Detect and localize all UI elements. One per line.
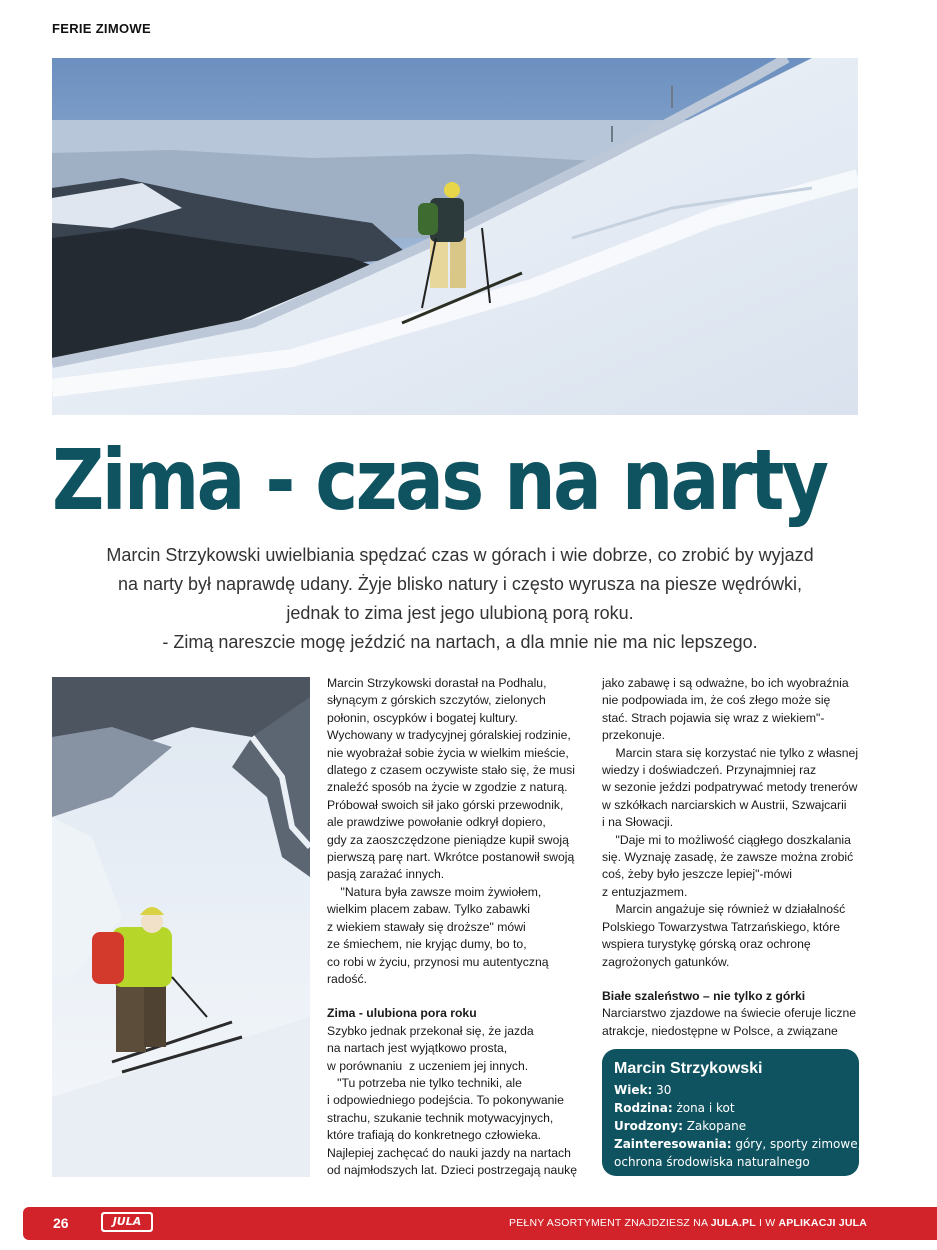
profile-info-box bbox=[602, 1049, 862, 1176]
paragraph-line: i na Słowacji. bbox=[602, 815, 674, 830]
profile-interests bbox=[614, 1135, 862, 1153]
paragraph-line: dlatego z czasem oczywiste stało się, że musi bbox=[327, 763, 575, 778]
paragraph-line: ze śmiechem, nie kryjąc dumy, bo to, bbox=[327, 937, 527, 952]
paragraph-line: w szkółkach narciarskich w Austrii, Szwajcarii bbox=[602, 797, 847, 812]
paragraph-line: wiedzy i doświadczeń. Przynajmniej raz bbox=[602, 763, 817, 778]
paragraph-line: zagrożonych gatunków. bbox=[602, 954, 730, 969]
lead-line: jednak to zima jest jego ulubioną porą roku. bbox=[286, 603, 634, 623]
jula-logo bbox=[101, 1212, 153, 1232]
paragraph-line: nie wyobrażał sobie życia w wielkim mieście, bbox=[327, 745, 569, 760]
paragraph-line: ale prawdziwe powołanie odkrył dopiero, bbox=[327, 815, 546, 830]
profile-age-label: Wiek: bbox=[614, 1083, 653, 1097]
paragraph-line: jako zabawę i są odważne, bo ich wyobraźnia bbox=[602, 676, 849, 690]
profile-age bbox=[614, 1081, 847, 1099]
profile-born-label: Urodzony: bbox=[614, 1119, 683, 1133]
profile-name: Marcin Strzykowski bbox=[614, 1060, 763, 1077]
profile-born bbox=[614, 1117, 847, 1135]
paragraph-line: gdy za zaoszczędzone pieniądze kupił swoją bbox=[327, 832, 569, 847]
paragraph-line: Polskiego Towarzystwa Tatrzańskiego, które bbox=[602, 919, 840, 934]
paragraph-line: w porównaniu z uczeniem jej innych. bbox=[327, 1058, 529, 1073]
page-footer bbox=[23, 1207, 937, 1240]
profile-family-label: Rodzina: bbox=[614, 1101, 673, 1115]
paragraph-line: z wiekiem stawały się droższe" mówi bbox=[327, 919, 526, 934]
paragraph-line: przekonuje. bbox=[602, 728, 666, 743]
paragraph-line: Wychowany w tradycyjnej góralskiej rodzinie, bbox=[327, 728, 571, 743]
paragraph-line: znaleźć sposób na życie w zgodzie z naturą. bbox=[327, 780, 568, 795]
lead-line: - Zimą nareszcie mogę jeździć na nartach, a dla mnie nie ma nic lepszego. bbox=[162, 632, 758, 652]
paragraph-line: "Daje mi to możliwość ciągłego doszkalania bbox=[602, 832, 851, 847]
tagline-mid: I W bbox=[755, 1217, 779, 1229]
article-headline: Zima - czas na narty bbox=[52, 431, 827, 529]
paragraph-line: pierwszą parę nart. Wkrótce postanowił swoją bbox=[327, 850, 575, 865]
paragraph-line: na nartach jest wyjątkowo prosta, bbox=[327, 1041, 508, 1056]
paragraph-line: połonin, oscypków i bogatej kultury. bbox=[327, 710, 518, 725]
paragraph-line: Próbował swoich sił jako górski przewodnik, bbox=[327, 797, 564, 812]
paragraph-line: słynącym z górskich szczytów, zielonych bbox=[327, 693, 546, 708]
paragraph-line: pasją zarażać innych. bbox=[327, 867, 445, 882]
paragraph-line: Marcin angażuje się również w działalność bbox=[602, 902, 846, 917]
paragraph-line: "Natura była zawsze moim żywiołem, bbox=[327, 884, 542, 899]
paragraph-line: Marcin stara się korzystać nie tylko z własnej bbox=[602, 745, 859, 760]
footer-tagline bbox=[509, 1217, 867, 1229]
subheading: Zima - ulubiona pora roku bbox=[327, 1006, 477, 1021]
paragraph-line: z entuzjazmem. bbox=[602, 884, 688, 899]
paragraph-line: nie podpowiada im, że coś złego może się bbox=[602, 693, 831, 708]
paragraph-line: w sezonie jeździ podpatrywać metody trenerów bbox=[602, 780, 858, 795]
paragraph-line: stać. Strach pojawia się wraz z wiekiem"- bbox=[602, 710, 825, 725]
tagline-site: JULA.PL bbox=[710, 1217, 756, 1229]
paragraph-line: i odpowiedniego podejścia. To pokonywanie bbox=[327, 1093, 564, 1108]
paragraph-line: od najmłodszych lat. Dzieci postrzegają naukę bbox=[327, 1162, 577, 1177]
paragraph-line: które trafiają do konkretnego człowieka. bbox=[327, 1128, 542, 1143]
article-column-1 bbox=[327, 675, 582, 1179]
paragraph-line: Marcin Strzykowski dorastał na Podhalu, bbox=[327, 676, 547, 690]
lead-line: na narty był naprawdę udany. Żyje blisko natury i często wyrusza na piesze wędrówki, bbox=[118, 574, 802, 594]
profile-interests-value: góry, sporty zimowe, bbox=[731, 1137, 862, 1151]
paragraph-line: Szybko jednak przekonał się, że jazda bbox=[327, 1023, 534, 1038]
paragraph-line: wielkim placem zabaw. Tylko zabawki bbox=[327, 902, 530, 917]
profile-age-value: 30 bbox=[652, 1083, 672, 1097]
tagline-prefix: PEŁNY ASORTYMENT ZNAJDZIESZ NA bbox=[509, 1217, 711, 1229]
hero-photo-ski-touring bbox=[52, 58, 858, 415]
paragraph-line: strachu, szukanie technik motywacyjnych, bbox=[327, 1110, 554, 1125]
profile-born-value: Zakopane bbox=[682, 1119, 747, 1133]
profile-interests-continued: ochrona środowiska naturalnego bbox=[614, 1155, 810, 1169]
section-label: FERIE ZIMOWE bbox=[52, 21, 151, 36]
page-number: 26 bbox=[53, 1215, 69, 1231]
article-lead bbox=[70, 541, 850, 657]
side-photo-skier-descent bbox=[52, 677, 310, 1177]
profile-interests-label: Zainteresowania: bbox=[614, 1137, 732, 1151]
paragraph-line: się. Wyznaję zasadę, że zawsze można zrobić bbox=[602, 850, 854, 865]
tagline-app: APLIKACJI JULA bbox=[778, 1217, 867, 1229]
paragraph-line: "Tu potrzeba nie tylko techniki, ale bbox=[327, 1075, 522, 1090]
profile-family bbox=[614, 1099, 847, 1117]
jula-logo-text: JULA bbox=[103, 1214, 151, 1230]
article-column-2 bbox=[602, 675, 860, 1040]
paragraph-line: atrakcje, niedostępne w Polsce, a związane bbox=[602, 1023, 838, 1038]
paragraph-line: coś, żeby było jeszcze lepiej"-mówi bbox=[602, 867, 792, 882]
subheading: Białe szaleństwo – nie tylko z górki bbox=[602, 988, 806, 1003]
paragraph-line: wspiera turystykę górską oraz ochronę bbox=[602, 937, 811, 952]
paragraph-line: Narciarstwo zjazdowe na świecie oferuje liczne bbox=[602, 1006, 857, 1021]
paragraph-line: co robi w życiu, przynosi mu autentyczną bbox=[327, 954, 549, 969]
paragraph-line: radość. bbox=[327, 971, 367, 986]
paragraph-line: Najlepiej zachęcać do nauki jazdy na nartach bbox=[327, 1145, 571, 1160]
lead-line: Marcin Strzykowski uwielbiania spędzać czas w górach i wie dobrze, co zrobić by wyjazd bbox=[106, 545, 814, 565]
profile-family-value: żona i kot bbox=[672, 1101, 735, 1115]
